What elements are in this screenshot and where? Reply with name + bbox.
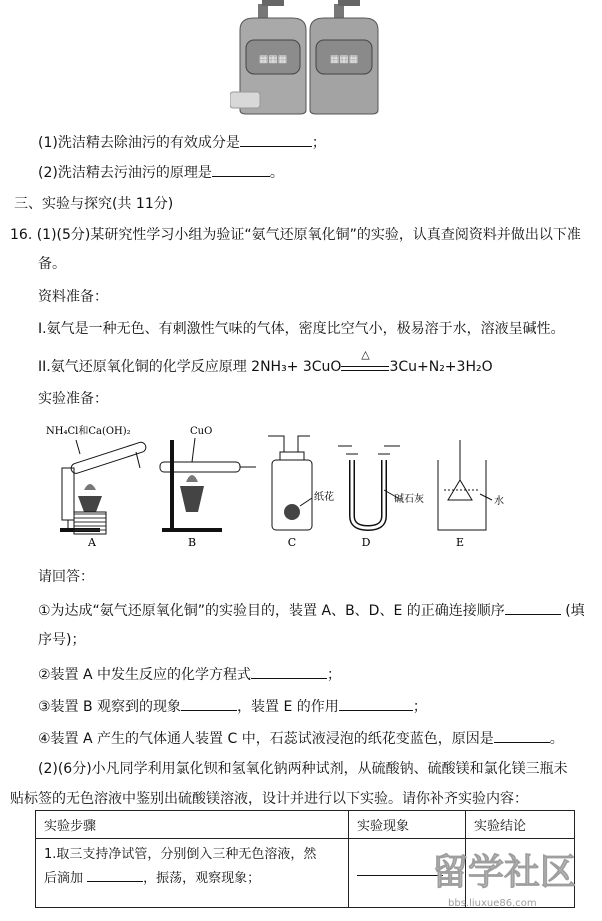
answer-blank[interactable] bbox=[494, 728, 550, 743]
label-c: C bbox=[287, 536, 297, 549]
question-1: (1)洗洁精去除油污的有效成分是 ； bbox=[38, 132, 326, 152]
svg-text:▦▦▦: ▦▦▦ bbox=[258, 54, 288, 65]
table-header-row bbox=[36, 811, 575, 839]
answer-blank[interactable] bbox=[240, 132, 312, 147]
material-heading: 资料准备： bbox=[38, 289, 108, 305]
answer-blank[interactable] bbox=[87, 867, 143, 882]
watermark-text: 留学社区 bbox=[432, 852, 577, 893]
answer-blank[interactable] bbox=[181, 696, 237, 711]
soda-lime-label: 碱石灰 bbox=[394, 494, 424, 505]
reagent-label: NH₄Cl和Ca(OH)₂ bbox=[46, 426, 131, 437]
reaction-equals-sign bbox=[341, 366, 389, 371]
part2-line1: (2)(6分)小凡同学利用氯化钡和氢氧化钠两种试剂，从硫酸钠、硫酸镁和氯化镁三瓶未 bbox=[38, 761, 568, 777]
apparatus-diagram bbox=[40, 420, 550, 552]
heat-condition: △ bbox=[361, 348, 370, 361]
header-phenomenon: 实验现象 bbox=[349, 811, 466, 839]
answer-blank[interactable] bbox=[251, 664, 327, 679]
header-steps: 实验步骤 bbox=[36, 811, 349, 839]
header-conclusion: 实验结论 bbox=[466, 811, 575, 839]
cuo-label: CuO bbox=[190, 426, 213, 437]
step-cell bbox=[36, 839, 349, 908]
label-e: E bbox=[455, 536, 465, 549]
step-line-1: 1.取三支持净试管，分别倒入三种无色溶液，然 bbox=[44, 847, 317, 862]
answer-heading: 请回答： bbox=[38, 569, 94, 585]
section-heading: 三、实验与探究(共 11分) bbox=[14, 196, 174, 212]
question-2: (2)洗洁精去污油污的原理是 。 bbox=[38, 162, 284, 182]
paper-label: 纸花 bbox=[314, 492, 334, 503]
label-a: A bbox=[88, 536, 96, 549]
label-b: B bbox=[187, 536, 197, 549]
water-label: 水 bbox=[494, 496, 504, 507]
label-d: D bbox=[361, 536, 371, 549]
q16-intro-line1: 16. (1)(5分)某研究性学习小组为验证“氨气还原氧化铜”的实验，认真查阅资料并做出以下准 bbox=[10, 227, 581, 243]
dish-soap-photo bbox=[230, 0, 380, 115]
material-item-2: II.氨气还原氧化铜的化学反应原理 2NH₃+ 3CuO △ 3Cu+N₂+3H₂O bbox=[38, 348, 493, 375]
exp-heading: 实验准备： bbox=[38, 391, 108, 407]
question-a1: ①为达成“氨气还原氧化铜”的实验目的，装置 A、B、D、E 的正确连接顺序 (填 bbox=[38, 600, 585, 620]
material-item-1: I.氨气是一种无色、有刺激性气味的气体，密度比空气小，极易溶于水，溶液呈碱性。 bbox=[38, 321, 565, 337]
watermark-url: bbs.liuxue86.com bbox=[448, 898, 537, 909]
question-a2: ②装置 A 中发生反应的化学方程式 ； bbox=[38, 664, 341, 684]
answer-blank[interactable] bbox=[212, 162, 270, 177]
question-a1-cont: 序号)； bbox=[38, 632, 86, 648]
answer-blank[interactable] bbox=[339, 696, 413, 711]
step-line-2: 后滴加 ，振荡，观察现象； bbox=[44, 867, 340, 891]
q16-intro-line2: 备。 bbox=[38, 256, 66, 272]
answer-blank[interactable] bbox=[505, 600, 561, 615]
svg-text:▦▦▦: ▦▦▦ bbox=[329, 54, 359, 65]
question-a3: ③装置 B 观察到的现象 ，装置 E 的作用 ； bbox=[38, 696, 427, 716]
part2-line2: 贴标签的无色溶液中鉴别出硫酸镁溶液，设计并进行以下实验。请你补齐实验内容： bbox=[10, 791, 528, 807]
site-watermark bbox=[420, 838, 600, 917]
question-a4: ④装置 A 产生的气体通人装置 C 中，石蕊试液浸泡的纸花变蓝色，原因是 。 bbox=[38, 728, 564, 748]
